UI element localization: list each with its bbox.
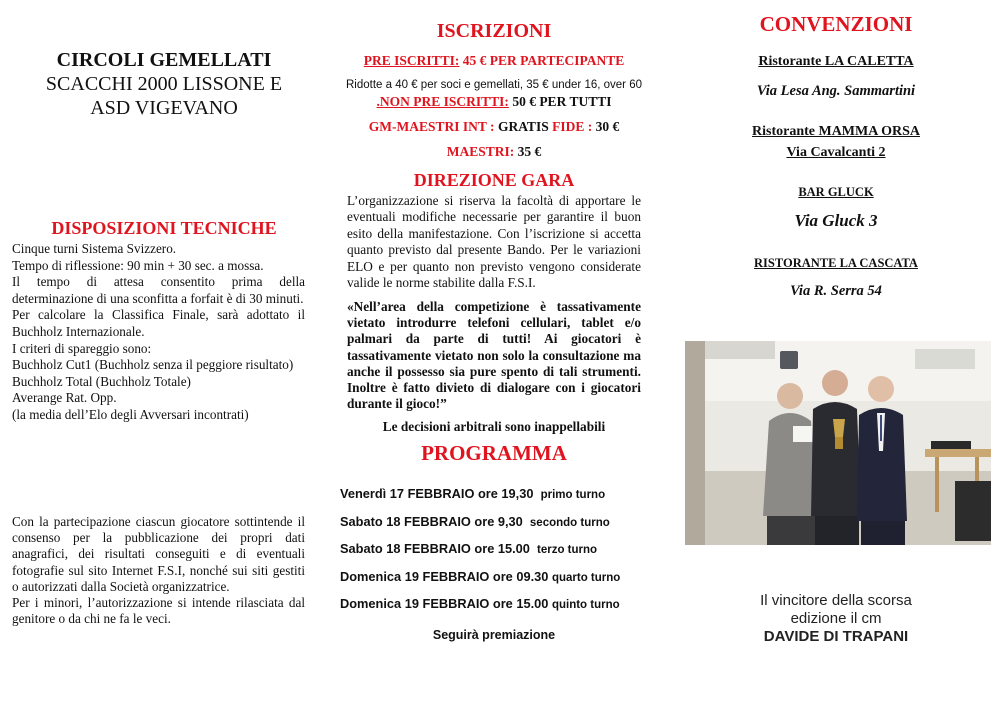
place-address: Via Lesa Ang. Sammartini <box>756 83 916 99</box>
minors-paragraph: Per i minori, l’autorizzazione si intende rilasciata dal genitore o da chi ne fa le veci. <box>12 595 305 627</box>
disp-line: Il tempo di attesa consentito prima della determinazione di una sconfitta a forfait è di 30 minuti. <box>12 274 305 306</box>
programma-row <box>340 514 654 529</box>
winner-line-1: Il vincitore della scorsa <box>760 592 912 609</box>
right-column <box>672 0 1000 706</box>
privacy-notice <box>12 514 305 627</box>
place-address: Via Cavalcanti 2 <box>786 145 886 160</box>
disp-line: Averange Rat. Opp. <box>12 390 117 406</box>
programma-row <box>340 596 654 611</box>
middle-column <box>334 0 654 706</box>
disp-line: Buchholz Total (Buchholz Totale) <box>12 373 191 389</box>
programma-heading: PROGRAMMA <box>421 441 567 465</box>
place-name: RISTORANTE LA CASCATA <box>754 256 918 270</box>
disp-line: Per calcolare la Classifica Finale, sarà adottato il Buchholz Internazionale. <box>12 307 305 339</box>
programma-row <box>340 486 654 501</box>
place-address: Via R. Serra 54 <box>790 283 882 299</box>
direzione-quote: «Nell’area della competizione è tassativamente vietato introdurre telefoni cellulari, tablet e/o palmari da parte di tutti! Ai giocatori è tassativamente vietato non solo la consultazione ma anche il possesso sia pure spento di tali strumenti. Inoltre è fatto divieto di dialogare con i giocatori durante il gioco!” <box>347 299 641 412</box>
programma-row <box>340 569 654 584</box>
decisioni-arbitrali: Le decisioni arbitrali sono inappellabili <box>382 419 606 434</box>
pre-iscritti-value: 45 € PER PARTECIPANTE <box>459 53 625 68</box>
maestri-line <box>334 144 654 160</box>
disp-line: I criteri di spareggio sono: <box>12 340 152 356</box>
programma-turn: secondo turno <box>529 517 610 529</box>
place-name: BAR GLUCK <box>798 185 874 199</box>
disposizioni-heading: DISPOSIZIONI TECNICHE <box>51 218 277 238</box>
programma-date: Domenica 19 FEBBRAIO ore 09.30 <box>340 569 549 584</box>
programma-date: Venerdì 17 FEBBRAIO ore 19,30 <box>340 486 534 501</box>
title-line-2: SCACCHI 2000 LISSONE E <box>45 73 283 95</box>
disp-line: Buchholz Cut1 (Buchholz senza il peggiore risultato) <box>12 357 294 373</box>
club-title <box>14 48 314 120</box>
disp-line: Cinque turni Sistema Svizzero. <box>12 241 177 256</box>
winner-note <box>672 592 1000 646</box>
place-address: Via Gluck 3 <box>794 211 878 230</box>
programma-turn: quinto turno <box>551 599 620 611</box>
pre-iscritti-label: PRE ISCRITTI: <box>363 53 460 68</box>
winner-name: DAVIDE DI TRAPANI <box>763 628 909 645</box>
left-column <box>0 0 320 706</box>
disposizioni-body <box>12 241 305 424</box>
privacy-paragraph: Con la partecipazione ciascun giocatore sottintende il consenso per la pubblicazione dei propri dati anagrafici, dei risultati conseguiti e di eventuali fotografie sul sito Internet F.S.I, nonché sui siti gestiti o autorizzati dalla Società organizzatrice. <box>12 514 305 594</box>
disp-line: Tempo di riflessione: 90 min + 30 sec. a mossa. <box>12 257 264 273</box>
premiazione: Seguirà premiazione <box>432 628 556 642</box>
ridotte-line: Ridotte a 40 € per soci e gemellati, 35 € under 16, over 60 <box>346 79 642 91</box>
title-line-3: ASD VIGEVANO <box>90 97 238 119</box>
award-photo-illustration <box>685 341 991 545</box>
programma-row <box>340 541 654 556</box>
pre-iscritti-line <box>334 53 654 69</box>
programma-turn: quarto turno <box>551 572 621 584</box>
maestri-value: 35 € <box>514 144 542 159</box>
place-name: Ristorante MAMMA ORSA <box>752 124 920 139</box>
non-pre-iscritti-label: .NON PRE ISCRITTI: <box>376 94 509 109</box>
winner-line-2: edizione il cm <box>790 610 882 627</box>
programma-date: Sabato 18 FEBBRAIO ore 9,30 <box>340 514 523 529</box>
fide-label: FIDE : <box>552 119 593 134</box>
direzione-gara-heading: DIREZIONE GARA <box>413 170 575 190</box>
place-name: Ristorante LA CALETTA <box>758 54 914 69</box>
fide-value: 30 € <box>592 119 620 134</box>
convenzioni-heading: CONVENZIONI <box>759 12 913 36</box>
programma-date: Sabato 18 FEBBRAIO ore 15.00 <box>340 541 530 556</box>
iscrizioni-heading: ISCRIZIONI <box>436 20 552 42</box>
title-line-1: CIRCOLI GEMELLATI <box>56 49 272 71</box>
gm-label: GM-MAESTRI INT : <box>368 119 495 134</box>
programma-turn: terzo turno <box>537 544 598 556</box>
programma-turn: primo turno <box>540 489 606 501</box>
non-pre-iscritti-value: 50 € PER TUTTI <box>508 94 612 109</box>
disp-line: (la media dell’Elo degli Avversari incontrati) <box>12 406 249 422</box>
gm-value: GRATIS <box>494 119 553 134</box>
direzione-body: L’organizzazione si riserva la facoltà di apportare le eventuali modifiche necessarie per garantire il buon esito della manifestazione. Con l’iscrizione si accetta quanto previsto dal presente Bando. Per le variazioni ELO e per quanto non previsto vengono considerate valide le norme stabilite dalla F.S.I. <box>347 193 641 291</box>
programma-date: Domenica 19 FEBBRAIO ore 15.00 <box>340 596 549 611</box>
non-pre-iscritti-line <box>334 94 654 110</box>
gm-maestri-line <box>334 119 654 135</box>
maestri-label: MAESTRI: <box>446 144 515 159</box>
award-photo <box>685 341 991 545</box>
